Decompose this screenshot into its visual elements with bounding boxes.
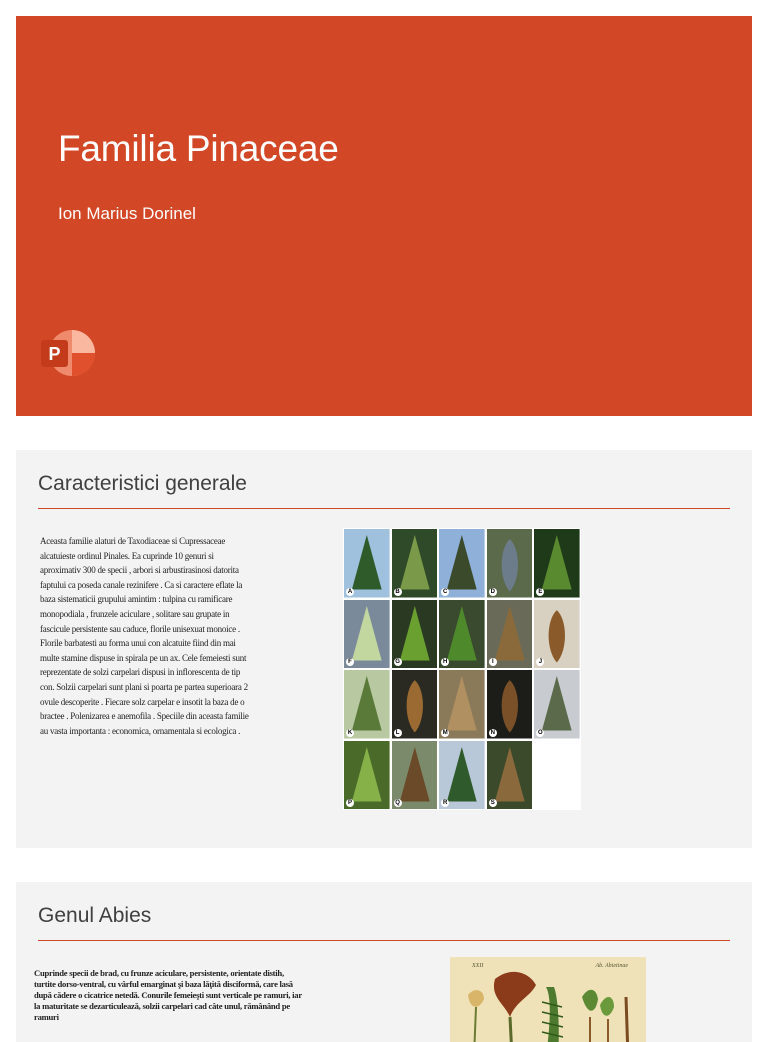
plate-tile-label: N bbox=[490, 729, 495, 736]
plate-tile-label: G bbox=[395, 659, 400, 665]
plate-photo-tile bbox=[487, 529, 533, 598]
heading-divider bbox=[38, 940, 730, 941]
plate-tile-label: J bbox=[536, 658, 544, 666]
plate-tile-label: A bbox=[347, 588, 353, 595]
conifer-photo-icon bbox=[534, 741, 580, 810]
slide-author: Ion Marius Dorinel bbox=[58, 204, 196, 223]
plate-photo-tile bbox=[439, 670, 485, 739]
plate-tile-label: F bbox=[346, 658, 354, 666]
slide-heading: Caracteristici generale bbox=[38, 472, 247, 495]
slide-body-text: Cuprinde specii de brad, cu frunze aciculare, persistente, orientate distih, turtite dorso-ventral, cu vârful emarginat şi baza lăţită disciformă, care lasă după cădere o cicatrice netedă. Conurile femeieşti sunt verticale pe ramuri, iar la maturitate se dezarticulează, solzii carpelari cad câte unul, rămânând pe ramuri bbox=[34, 968, 302, 1022]
plate-photo-tile bbox=[344, 529, 390, 598]
plate-photo-tile bbox=[534, 529, 580, 598]
plate-photo-tile bbox=[344, 670, 390, 739]
plate-photo-tile bbox=[487, 741, 533, 810]
plate-photo-tile bbox=[439, 529, 485, 598]
plate-tile-label: S bbox=[490, 800, 495, 806]
slide-heading: Genul Abies bbox=[38, 904, 152, 927]
plate-photo-tile bbox=[392, 670, 438, 739]
plate-tile-label: D bbox=[490, 588, 495, 595]
slide-caracteristici[interactable] bbox=[16, 450, 752, 848]
plate-tile-label: M bbox=[442, 729, 448, 736]
plate-photo-tile bbox=[392, 741, 438, 810]
plate-photo-tile bbox=[487, 670, 533, 739]
plate-tile-label: P bbox=[347, 800, 352, 806]
plate-tile-label: Q bbox=[395, 800, 400, 806]
abies-botanical-illustration bbox=[450, 957, 646, 1042]
svg-text:P: P bbox=[48, 344, 61, 364]
heading-divider bbox=[38, 508, 730, 509]
plate-tile-label: E bbox=[538, 588, 543, 595]
illustration-caption-right: Ab. Abietinae bbox=[595, 963, 628, 969]
plate-photo-tile bbox=[344, 600, 390, 669]
plate-photo-tile bbox=[487, 600, 533, 669]
plate-tile-label: O bbox=[538, 729, 543, 736]
plate-photo-tile bbox=[344, 741, 390, 810]
title-slide[interactable] bbox=[16, 16, 752, 416]
plate-photo-tile bbox=[534, 741, 580, 810]
slide-title: Familia Pinaceae bbox=[58, 128, 339, 169]
powerpoint-logo-icon bbox=[40, 330, 96, 376]
plate-tile-label: K bbox=[347, 729, 353, 736]
plate-photo-tile bbox=[439, 741, 485, 810]
plate-tile-label: C bbox=[443, 588, 448, 595]
plate-photo-tile bbox=[392, 600, 438, 669]
plate-photo-tile bbox=[439, 600, 485, 669]
illustration-caption-left: XXII bbox=[472, 963, 484, 969]
plate-tile-label: L bbox=[394, 729, 402, 737]
plate-tile-label: I bbox=[489, 658, 497, 666]
plate-tile-label: R bbox=[443, 800, 448, 806]
plate-tile-label: B bbox=[395, 588, 400, 595]
plate-photo-tile bbox=[392, 529, 438, 598]
slide-genul-abies[interactable] bbox=[16, 882, 752, 1042]
pinaceae-photo-plate bbox=[343, 528, 581, 810]
plate-photo-tile bbox=[534, 670, 580, 739]
plate-tile-label: H bbox=[443, 659, 448, 665]
slide-body-text: Aceasta familie alaturi de Taxodiaceae si Cupressaceae alcatuieste ordinul Pinales. Ea cuprinde 10 genuri si aproximativ 300 de specii , arbori si arbustirasinosi datorita faptului ca poseda canale rezinifere . Ca si caractere eflate la baza sistematicii grupului amintim : tulpina cu ramificare monopodiala , frunzele aciculare , solitare sau grupate in fascicule persistente sau caduce, florile unisexuat monoice . Florile barbatesti au forma unui con alcatuite fiind din mai multe stamine dispuse in spirala pe un ax. Cele femeiesti sunt reprezentate de solzi carpelari dispusi in inflorescenta de tip con. Solzii carpelari sunt plani si poarta pe partea superioara 2 ovule descoperite . Fiecare solz carpelar e insotit la baza de o bractee . Polenizarea e anemofila . Speciile din aceasta familie au vasta importanta : economica, ornamentala si ecologica . bbox=[40, 536, 249, 736]
plate-photo-tile bbox=[534, 600, 580, 669]
